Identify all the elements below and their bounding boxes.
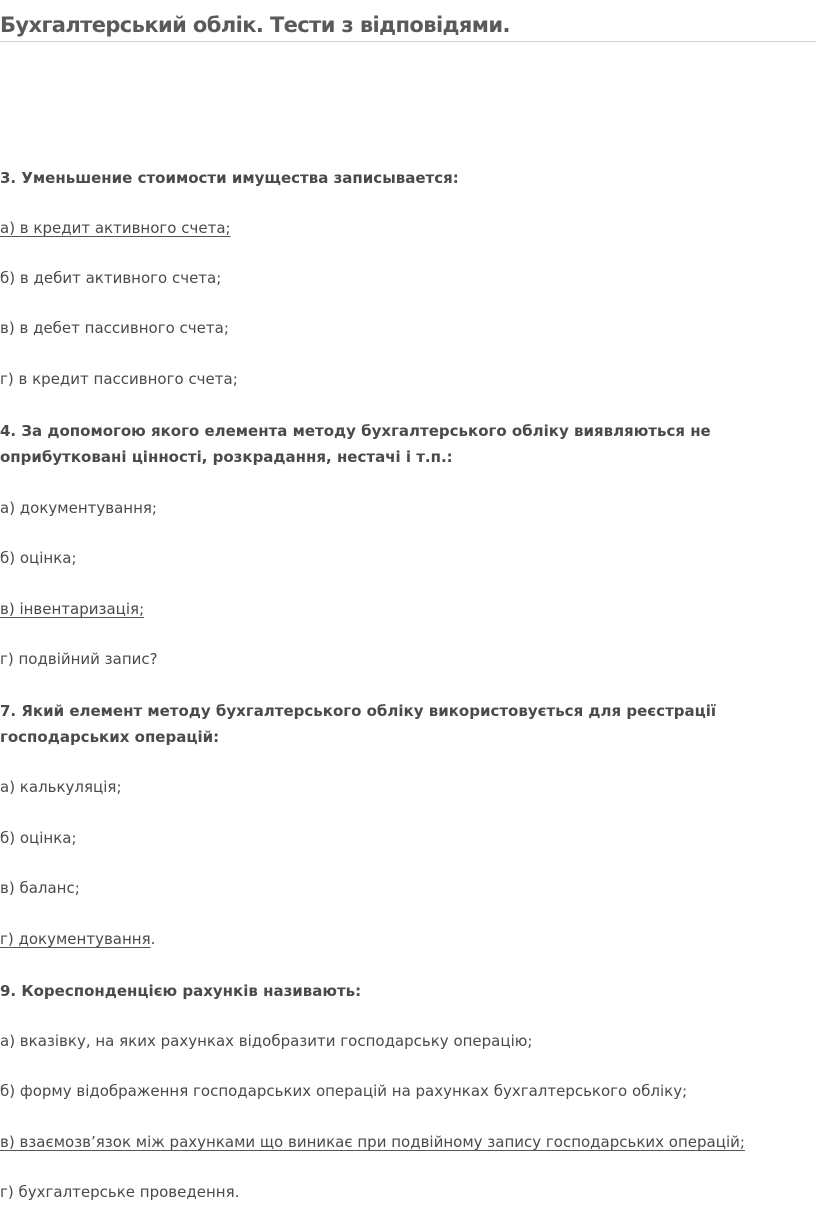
answer-7c: в) баланс; [0, 879, 80, 897]
answer-3d: г) в кредит пассивного счета; [0, 370, 238, 388]
answer-3b: б) в дебит активного счета; [0, 269, 222, 287]
answer-3c: в) в дебет пассивного счета; [0, 319, 229, 337]
question-4-text-line-1: 4. За допомогою якого елемента методу бухгалтерського обліку виявляються не [0, 422, 711, 440]
answer-4b: б) оцінка; [0, 549, 77, 567]
answer-7d-suffix: . [150, 930, 156, 948]
question-4-text-line-2: оприбутковані цінності, розкрадання, нестачі і т.п.: [0, 448, 453, 466]
answer-9b: б) форму відображення господарських операцій на рахунках бухгалтерського обліку; [0, 1082, 688, 1100]
answer-7d-line [0, 929, 155, 949]
question-3-text: 3. Уменьшение стоимости имущества записывается: [0, 169, 459, 187]
answer-7a: а) калькуляція; [0, 778, 122, 796]
answer-3a-correct: а) в кредит активного счета; [0, 219, 231, 237]
answer-7d-correct: г) документування [0, 930, 151, 948]
question-9-text: 9. Кореспонденцією рахунків називають: [0, 982, 362, 1000]
answer-9d: г) бухгалтерське проведення. [0, 1183, 240, 1201]
answer-9a: а) вказівку, на яких рахунках відобразити господарську операцію; [0, 1032, 533, 1050]
page-header [0, 0, 816, 42]
answer-7b: б) оцінка; [0, 829, 77, 847]
question-7-text-line-1: 7. Який елемент методу бухгалтерського обліку використовується для реєстрації [0, 702, 717, 720]
answer-9c-correct: в) взаємозв’язок між рахунками що виникає при подвійному запису господарських операцій; [0, 1133, 745, 1151]
question-7-text-line-2: господарських операцій: [0, 728, 220, 746]
answer-4a: а) документування; [0, 499, 157, 517]
answer-4c-correct: в) інвентаризація; [0, 600, 145, 618]
page-title: Бухгалтерський облік. Тести з відповідями. [0, 13, 510, 37]
answer-4d: г) подвійний запис? [0, 650, 158, 668]
